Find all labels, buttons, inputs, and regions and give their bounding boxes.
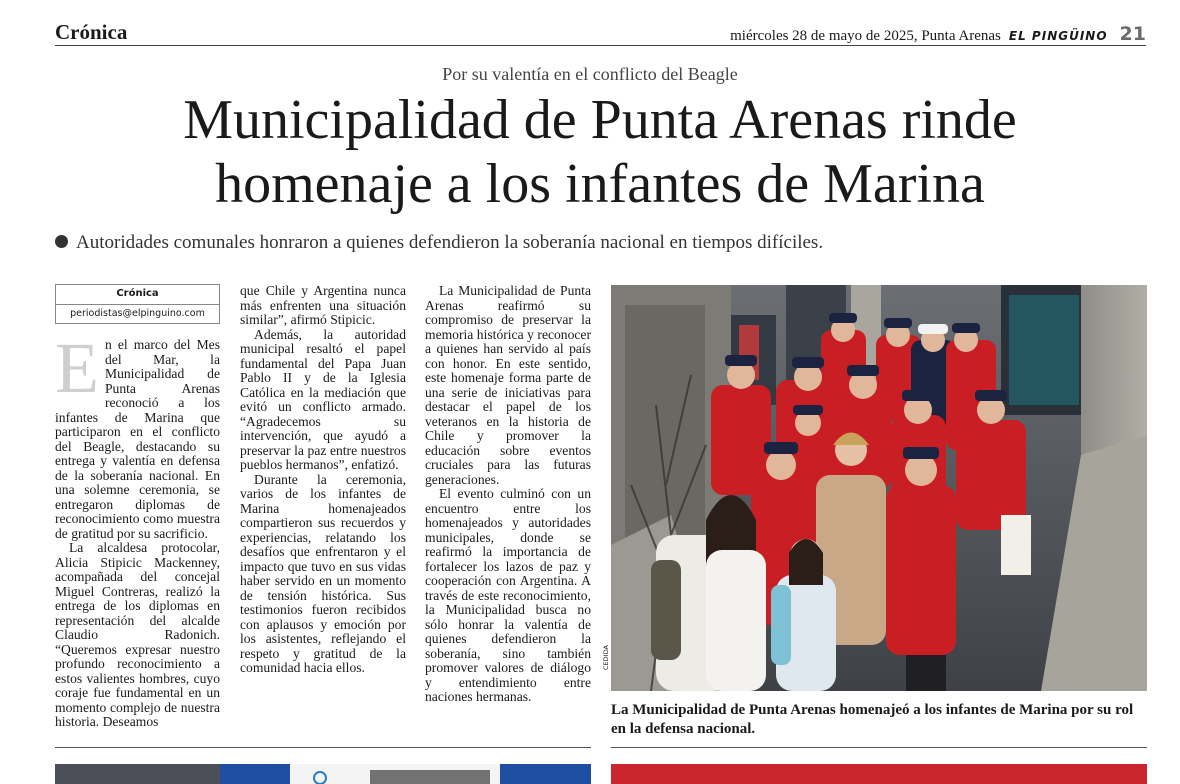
photo-credit: CEDIDA [602, 645, 610, 670]
article-deck [55, 232, 1155, 254]
header-info [730, 23, 1146, 45]
group-photo-illustration [611, 285, 1147, 691]
paragraph [55, 328, 220, 541]
divider-left [55, 747, 591, 748]
page-number: 21 [1119, 23, 1146, 45]
dateline: miércoles 28 de mayo de 2025, Punta Arenas [730, 28, 1001, 44]
article-column-2 [240, 284, 406, 676]
page-header [55, 20, 1146, 46]
newspaper-name: EL PINGÜINO [1008, 29, 1108, 43]
bullet-icon [55, 235, 68, 248]
divider-right [611, 747, 1147, 748]
byline-email: periodistas@elpinguino.com [70, 307, 205, 319]
byline-section: Crónica [56, 287, 219, 305]
paragraph: El evento culminó con un encuentro entre los homenajeados y autoridades municipales, donde se reafirmó la importancia de fortalecer los lazos de paz y cooperación con Argentina. A través de este reconocimiento, la Municipalidad busca no sólo honrar la valentía de quienes defendieron la soberanía, sino también promover valores de diálogo y entendimiento entre naciones hermanas. [425, 486, 591, 704]
paragraph: La Municipalidad de Punta Arenas reafirmó su compromiso de preservar la memoria histórica y reconocer a quienes han servido al país con honor. En este sentido, este homenaje forma parte de una serie de iniciativas para destacar el papel de los veteranos en la historia de Chile y promover la educación sobre eventos cruciales para las futuras generaciones. [425, 283, 591, 487]
headline-line-2: homenaje a los infantes de Marina [215, 153, 985, 215]
article-column-1 [55, 284, 220, 730]
photo-caption: La Municipalidad de Punta Arenas homenajeó a los infantes de Marina por su rol en la defensa nacional. [611, 702, 1134, 737]
byline-box [55, 284, 220, 324]
paragraph: Durante la ceremonia, varios de los infantes de Marina homenajeados compartieron sus recuerdos y experiencias, relatando los desafíos que enfrentaron y el impacto que tuvo en sus vidas haber servido en un momento de tensión histórica. Sus testimonios fueron recibidos con aplausos y emoción por los asistentes, reflejando el respeto y gratitud de la comunidad hacia ellos. [240, 471, 406, 675]
article-kicker: Por su valentía en el conflicto del Beagle [442, 64, 738, 84]
paragraph: La alcaldesa protocolar, Alicia Stipicic Mackenney, acompañada del concejal Miguel Contreras, realizó la entrega de los diplomas en representación del alcalde Claudio Radonich. “Queremos expresar nuestro profundo reconocimiento a estos valientes hombres, cuyo coraje fue fundamental en un momento complejo de nuestra historia. Deseamos [55, 540, 220, 729]
bottom-teaser-right [611, 764, 1147, 784]
drop-cap: E [55, 328, 99, 408]
bottom-teaser-left [55, 764, 591, 784]
teaser-left-graphic [55, 764, 591, 784]
article-photo [611, 285, 1147, 691]
article-column-3 [425, 284, 591, 705]
paragraph: que Chile y Argentina nunca más enfrenten una situación similar”, afirmó Stipicic. [240, 283, 406, 327]
headline-line-1: Municipalidad de Punta Arenas rinde [183, 89, 1017, 151]
article-headline [40, 88, 1160, 216]
section-name: Crónica [55, 20, 128, 44]
paragraph: Además, la autoridad municipal resaltó el papel fundamental del Papa Juan Pablo II y de la Iglesia Católica en la mediación que evitó un conflicto armado. “Agradecemos su intervención, que ayudó a preservar la paz entre nuestros pueblos hermanos”, enfatizó. [240, 326, 406, 472]
deck-text: Autoridades comunales honraron a quienes defendieron la soberanía nacional en tiempos difíciles. [76, 232, 824, 253]
paragraph-text: n el marco del Mes del Mar, la Municipalidad de Punta Arenas reconoció a los infantes de Marina que participaron en el conflicto del Beagle, destacando su entrega y valentía en defensa de la soberanía nacional. En una solemne ceremonia, se entregaron diplomas de reconocimiento como muestra de gratitud por su sacrificio. [55, 337, 220, 541]
